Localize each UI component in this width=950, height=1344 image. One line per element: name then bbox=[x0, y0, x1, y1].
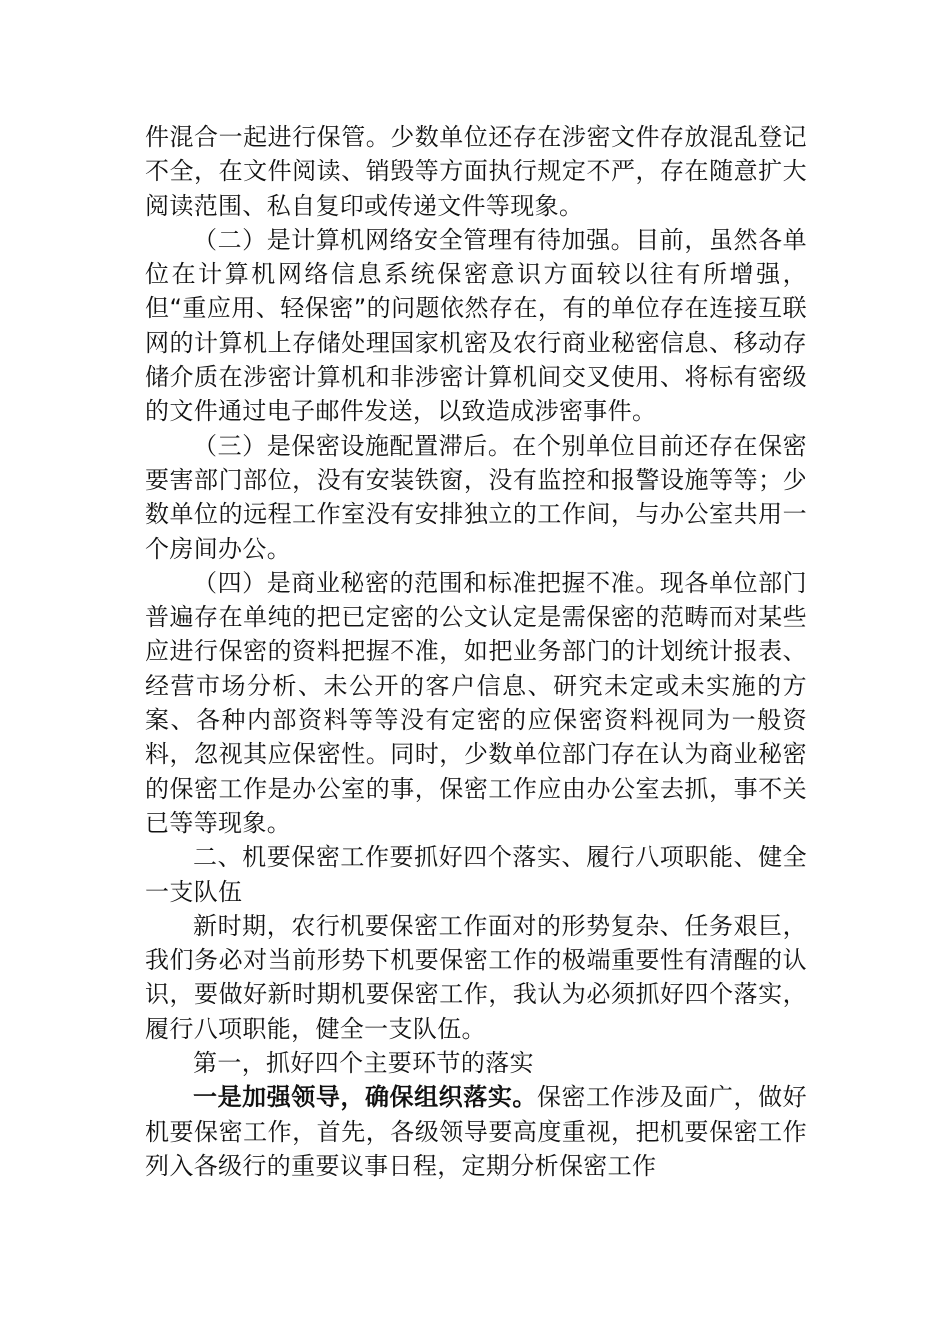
section-2-heading bbox=[145, 840, 807, 909]
document-page bbox=[145, 120, 807, 1183]
paragraph-text: （四）是商业秘密的范围和标准把握不准。现各单位部门普遍存在单纯的把已定密的公文认定是需保密的范畴而对某些应进行保密的资料把握不准，如把业务部门的计划统计报表、经营市场分析、未公开的客户信息、研究未定或未实施的方案、各种内部资料等等没有定密的应保密资料视同为一般资料，忽视其应保密性。同时，少数单位部门存在认为商业秘密的保密工作是办公室的事，保密工作应由办公室去抓，事不关已等等现象。 bbox=[145, 568, 807, 837]
paragraph-continued bbox=[145, 120, 807, 223]
paragraph-text: （二）是计算机网络安全管理有待加强。目前，虽然各单位在计算机网络信息系统保密意识方面较以往有所增强，但“重应用、轻保密”的问题依然存在，有的单位存在连接互联网的计算机上存储处理国家机密及农行商业秘密信息、移动存储介质在涉密计算机和非涉密计算机间交叉使用、将标有密级的文件通过电子邮件发送，以致造成涉密事件。 bbox=[145, 225, 807, 426]
paragraph-text: 新时期，农行机要保密工作面对的形势复杂、任务艰巨，我们务必对当前形势下机要保密工作的极端重要性有清醒的认识，要做好新时期机要保密工作，我认为必须抓好四个落实，履行八项职能，健全一支队伍。 bbox=[145, 911, 807, 1043]
bold-lead-text: 一是加强领导，确保组织落实。 bbox=[193, 1083, 537, 1112]
paragraph-item-2 bbox=[145, 223, 807, 429]
paragraph-item-3 bbox=[145, 429, 807, 566]
paragraph-new-period bbox=[145, 909, 807, 1046]
paragraph-text: 第一，抓好四个主要环节的落实 bbox=[193, 1049, 534, 1078]
paragraph-text: 件混合一起进行保管。少数单位还存在涉密文件存放混乱登记不全，在文件阅读、销毁等方面执行规定不严，存在随意扩大阅读范围、私自复印或传递文件等现象。 bbox=[145, 123, 807, 220]
paragraph-item-4 bbox=[145, 566, 807, 840]
paragraph-first-subheading bbox=[145, 1046, 807, 1080]
paragraph-point-1 bbox=[145, 1080, 807, 1183]
paragraph-text: 保密工作涉及面广，做好机要保密工作，首先，各级领导要高度重视，把机要保密工作列入各级行的重要议事日程，定期分析保密工作 bbox=[145, 1083, 807, 1180]
heading-text: 二、机要保密工作要抓好四个落实、履行八项职能、健全一支队伍 bbox=[145, 843, 807, 906]
paragraph-text: （三）是保密设施配置滞后。在个别单位目前还存在保密要害部门部位，没有安装铁窗，没有监控和报警设施等等；少数单位的远程工作室没有安排独立的工作间，与办公室共用一个房间办公。 bbox=[145, 431, 807, 563]
